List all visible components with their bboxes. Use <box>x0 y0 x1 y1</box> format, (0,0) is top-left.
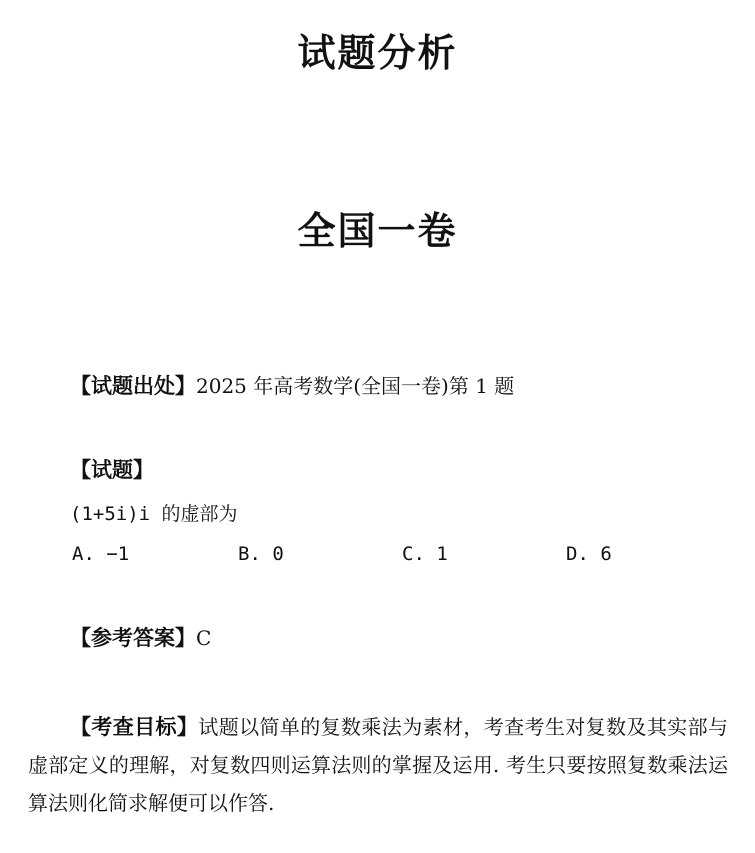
source-text: 2025 年高考数学(全国一卷)第 1 题 <box>196 374 515 398</box>
option-a: A. −1 <box>72 543 130 565</box>
option-d: D. 6 <box>566 543 612 565</box>
answer-line <box>70 624 211 652</box>
page-title: 试题分析 <box>297 31 458 75</box>
option-c: C. 1 <box>402 543 448 565</box>
exam-subtitle: 全国一卷 <box>297 209 458 253</box>
question-stem: (1+5i)i 的虚部为 <box>70 503 238 525</box>
objective-paragraph <box>28 708 728 822</box>
answer-label: 【参考答案】 <box>70 626 196 650</box>
objective-text: 试题以简单的复数乘法为素材，考查考生对复数及其实部与虚部定义的理解，对复数四则运算法则的掌握及运用. 考生只要按照复数乘法运算法则化简求解便可以作答. <box>28 715 729 815</box>
source-label: 【试题出处】 <box>70 374 196 398</box>
objective-label: 【考查目标】 <box>70 715 199 739</box>
question-heading: 【试题】 <box>70 458 154 482</box>
source-line <box>70 372 514 400</box>
answer-value: C <box>196 626 212 650</box>
option-b: B. 0 <box>238 543 284 565</box>
